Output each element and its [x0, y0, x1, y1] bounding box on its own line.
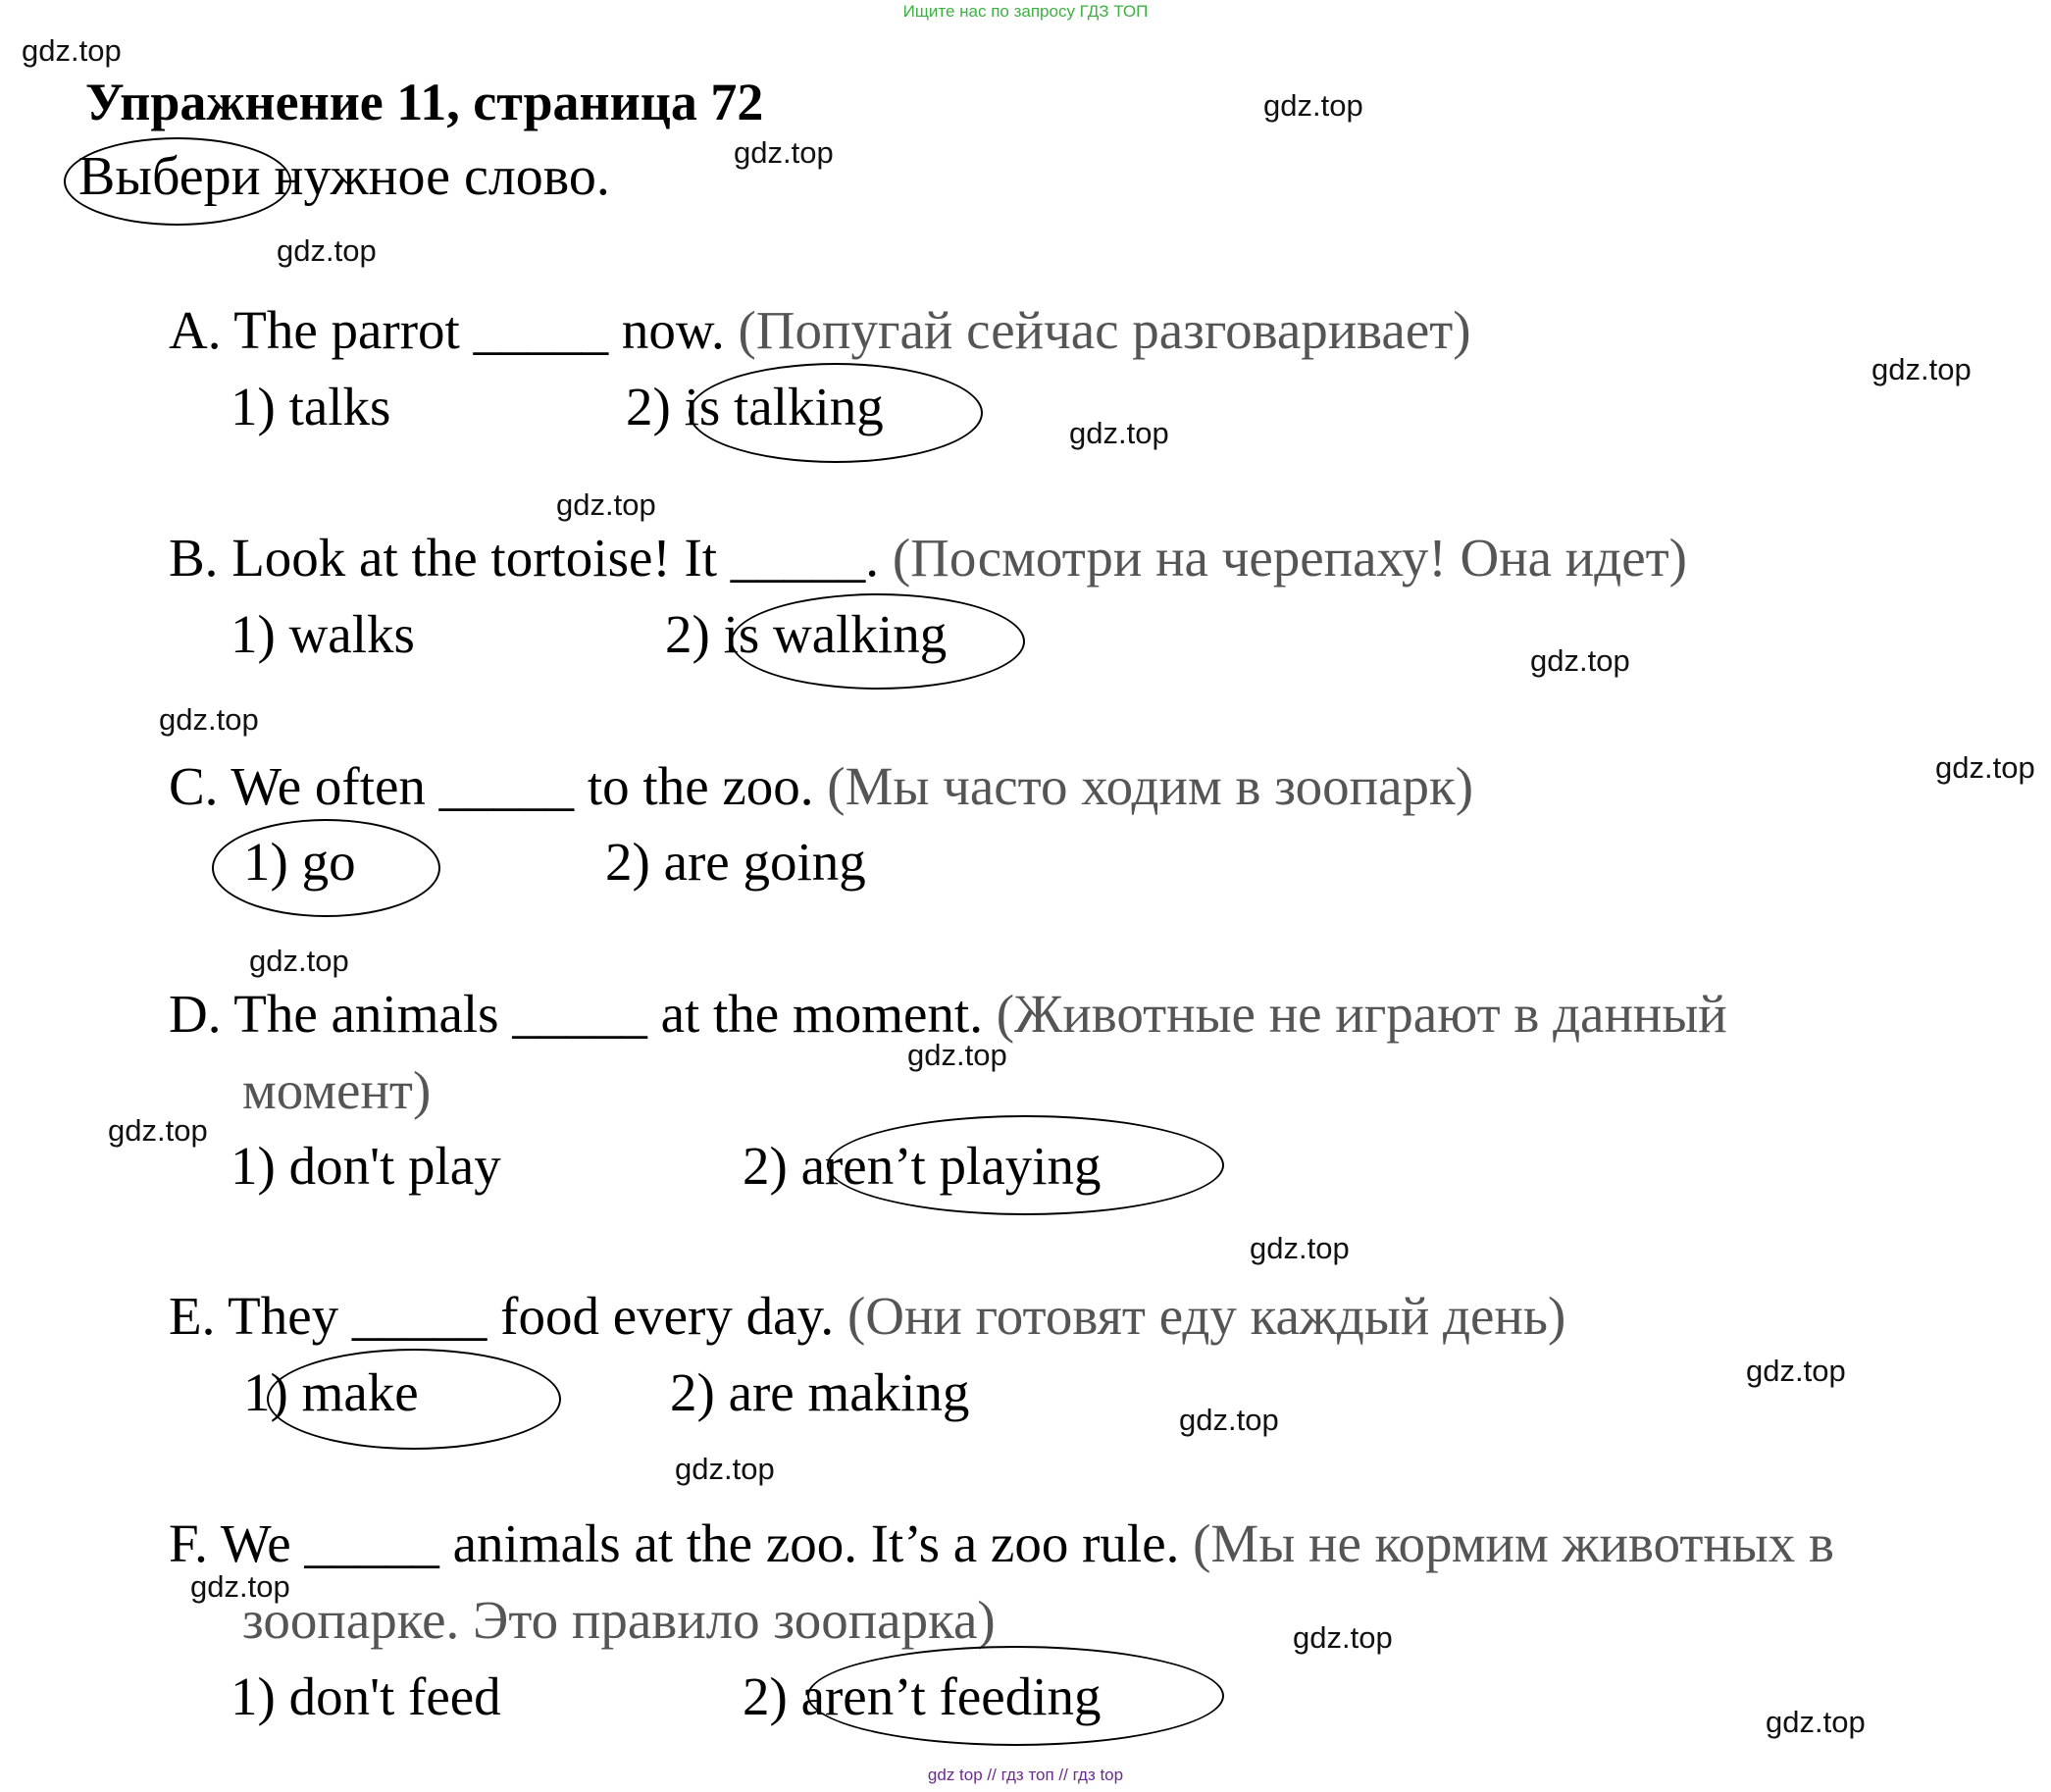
question-translation: момент) [242, 1060, 432, 1120]
question-d [169, 983, 1727, 1045]
question-text: We _____ animals at the zoo. It’s a zoo rule. [220, 1513, 1180, 1573]
watermark: gdz.top [1746, 1354, 1846, 1388]
question-translation: (Мы не кормим животных в [1193, 1513, 1834, 1573]
question-text: Look at the tortoise! It _____. [231, 528, 880, 588]
option-1[interactable]: 1) talks [231, 377, 391, 436]
option-1[interactable]: 1) don't feed [231, 1666, 501, 1726]
watermark: gdz.top [1069, 416, 1169, 450]
question-letter: E. [169, 1286, 216, 1346]
question-translation: (Попугай сейчас разговаривает) [738, 300, 1471, 360]
option-2[interactable]: 2) aren’t feeding [743, 1666, 1102, 1726]
question-text: We often _____ to the zoo. [231, 756, 814, 816]
question-translation: (Мы часто ходим в зоопарк) [827, 756, 1474, 816]
watermark: gdz.top [159, 702, 259, 737]
question-c [169, 755, 1473, 817]
question-letter: A. [169, 300, 222, 360]
watermark: gdz.top [556, 487, 656, 522]
option-2[interactable]: 2) aren’t playing [743, 1136, 1102, 1196]
watermark: gdz.top [249, 944, 349, 978]
question-text: The parrot _____ now. [233, 300, 725, 360]
watermark: gdz.top [22, 33, 122, 68]
watermark: gdz.top [1872, 352, 1972, 386]
question-letter: C. [169, 756, 219, 816]
question-letter: B. [169, 528, 219, 588]
question-translation: (Они готовят еду каждый день) [846, 1286, 1566, 1346]
watermark: gdz.top [108, 1113, 208, 1148]
question-translation: зоопарке. Это правило зоопарка) [242, 1590, 996, 1650]
question-letter: D. [169, 984, 222, 1044]
question-d-continued [242, 1059, 431, 1121]
watermark: gdz.top [675, 1452, 775, 1486]
question-text: They _____ food every day. [228, 1286, 835, 1346]
option-2[interactable]: 2) is walking [665, 604, 948, 664]
question-translation: (Посмотри на черепаху! Она идет) [892, 528, 1687, 588]
option-1[interactable]: 1) walks [231, 604, 415, 664]
option-1[interactable]: 1) go [243, 832, 356, 892]
watermark: gdz.top [1293, 1620, 1393, 1655]
watermark: gdz.top [277, 233, 377, 268]
question-a [169, 299, 1471, 361]
watermark: gdz.top [1935, 750, 2035, 785]
option-2[interactable]: 2) are making [670, 1362, 970, 1422]
question-translation: (Животные не играют в данный [996, 984, 1727, 1044]
watermark: gdz.top [1766, 1705, 1866, 1739]
question-text: The animals _____ at the moment. [233, 984, 983, 1044]
watermark: gdz.top [907, 1038, 1007, 1072]
option-1[interactable]: 1) make [243, 1362, 419, 1422]
top-banner-link[interactable]: Ищите нас по запросу ГДЗ ТОП [902, 2, 1149, 21]
option-2[interactable]: 2) are going [605, 832, 866, 892]
watermark: gdz.top [734, 135, 834, 170]
question-letter: F. [169, 1513, 208, 1573]
question-f-continued [242, 1589, 996, 1651]
watermark: gdz.top [190, 1569, 290, 1604]
option-1[interactable]: 1) don't play [231, 1136, 501, 1196]
watermark: gdz.top [1179, 1403, 1279, 1437]
watermark: gdz.top [1530, 643, 1630, 678]
question-b [169, 527, 1687, 589]
watermark: gdz.top [1263, 88, 1363, 123]
exercise-title: Упражнение 11, страница 72 [85, 73, 764, 131]
watermark: gdz.top [1250, 1231, 1350, 1265]
question-f [169, 1512, 1834, 1574]
option-2[interactable]: 2) is talking [626, 377, 884, 436]
bottom-banner-links[interactable]: gdz top // гдз топ // гдз top [927, 1766, 1124, 1784]
question-e [169, 1285, 1565, 1347]
instruction-text: Выбери нужное слово. [78, 146, 610, 207]
